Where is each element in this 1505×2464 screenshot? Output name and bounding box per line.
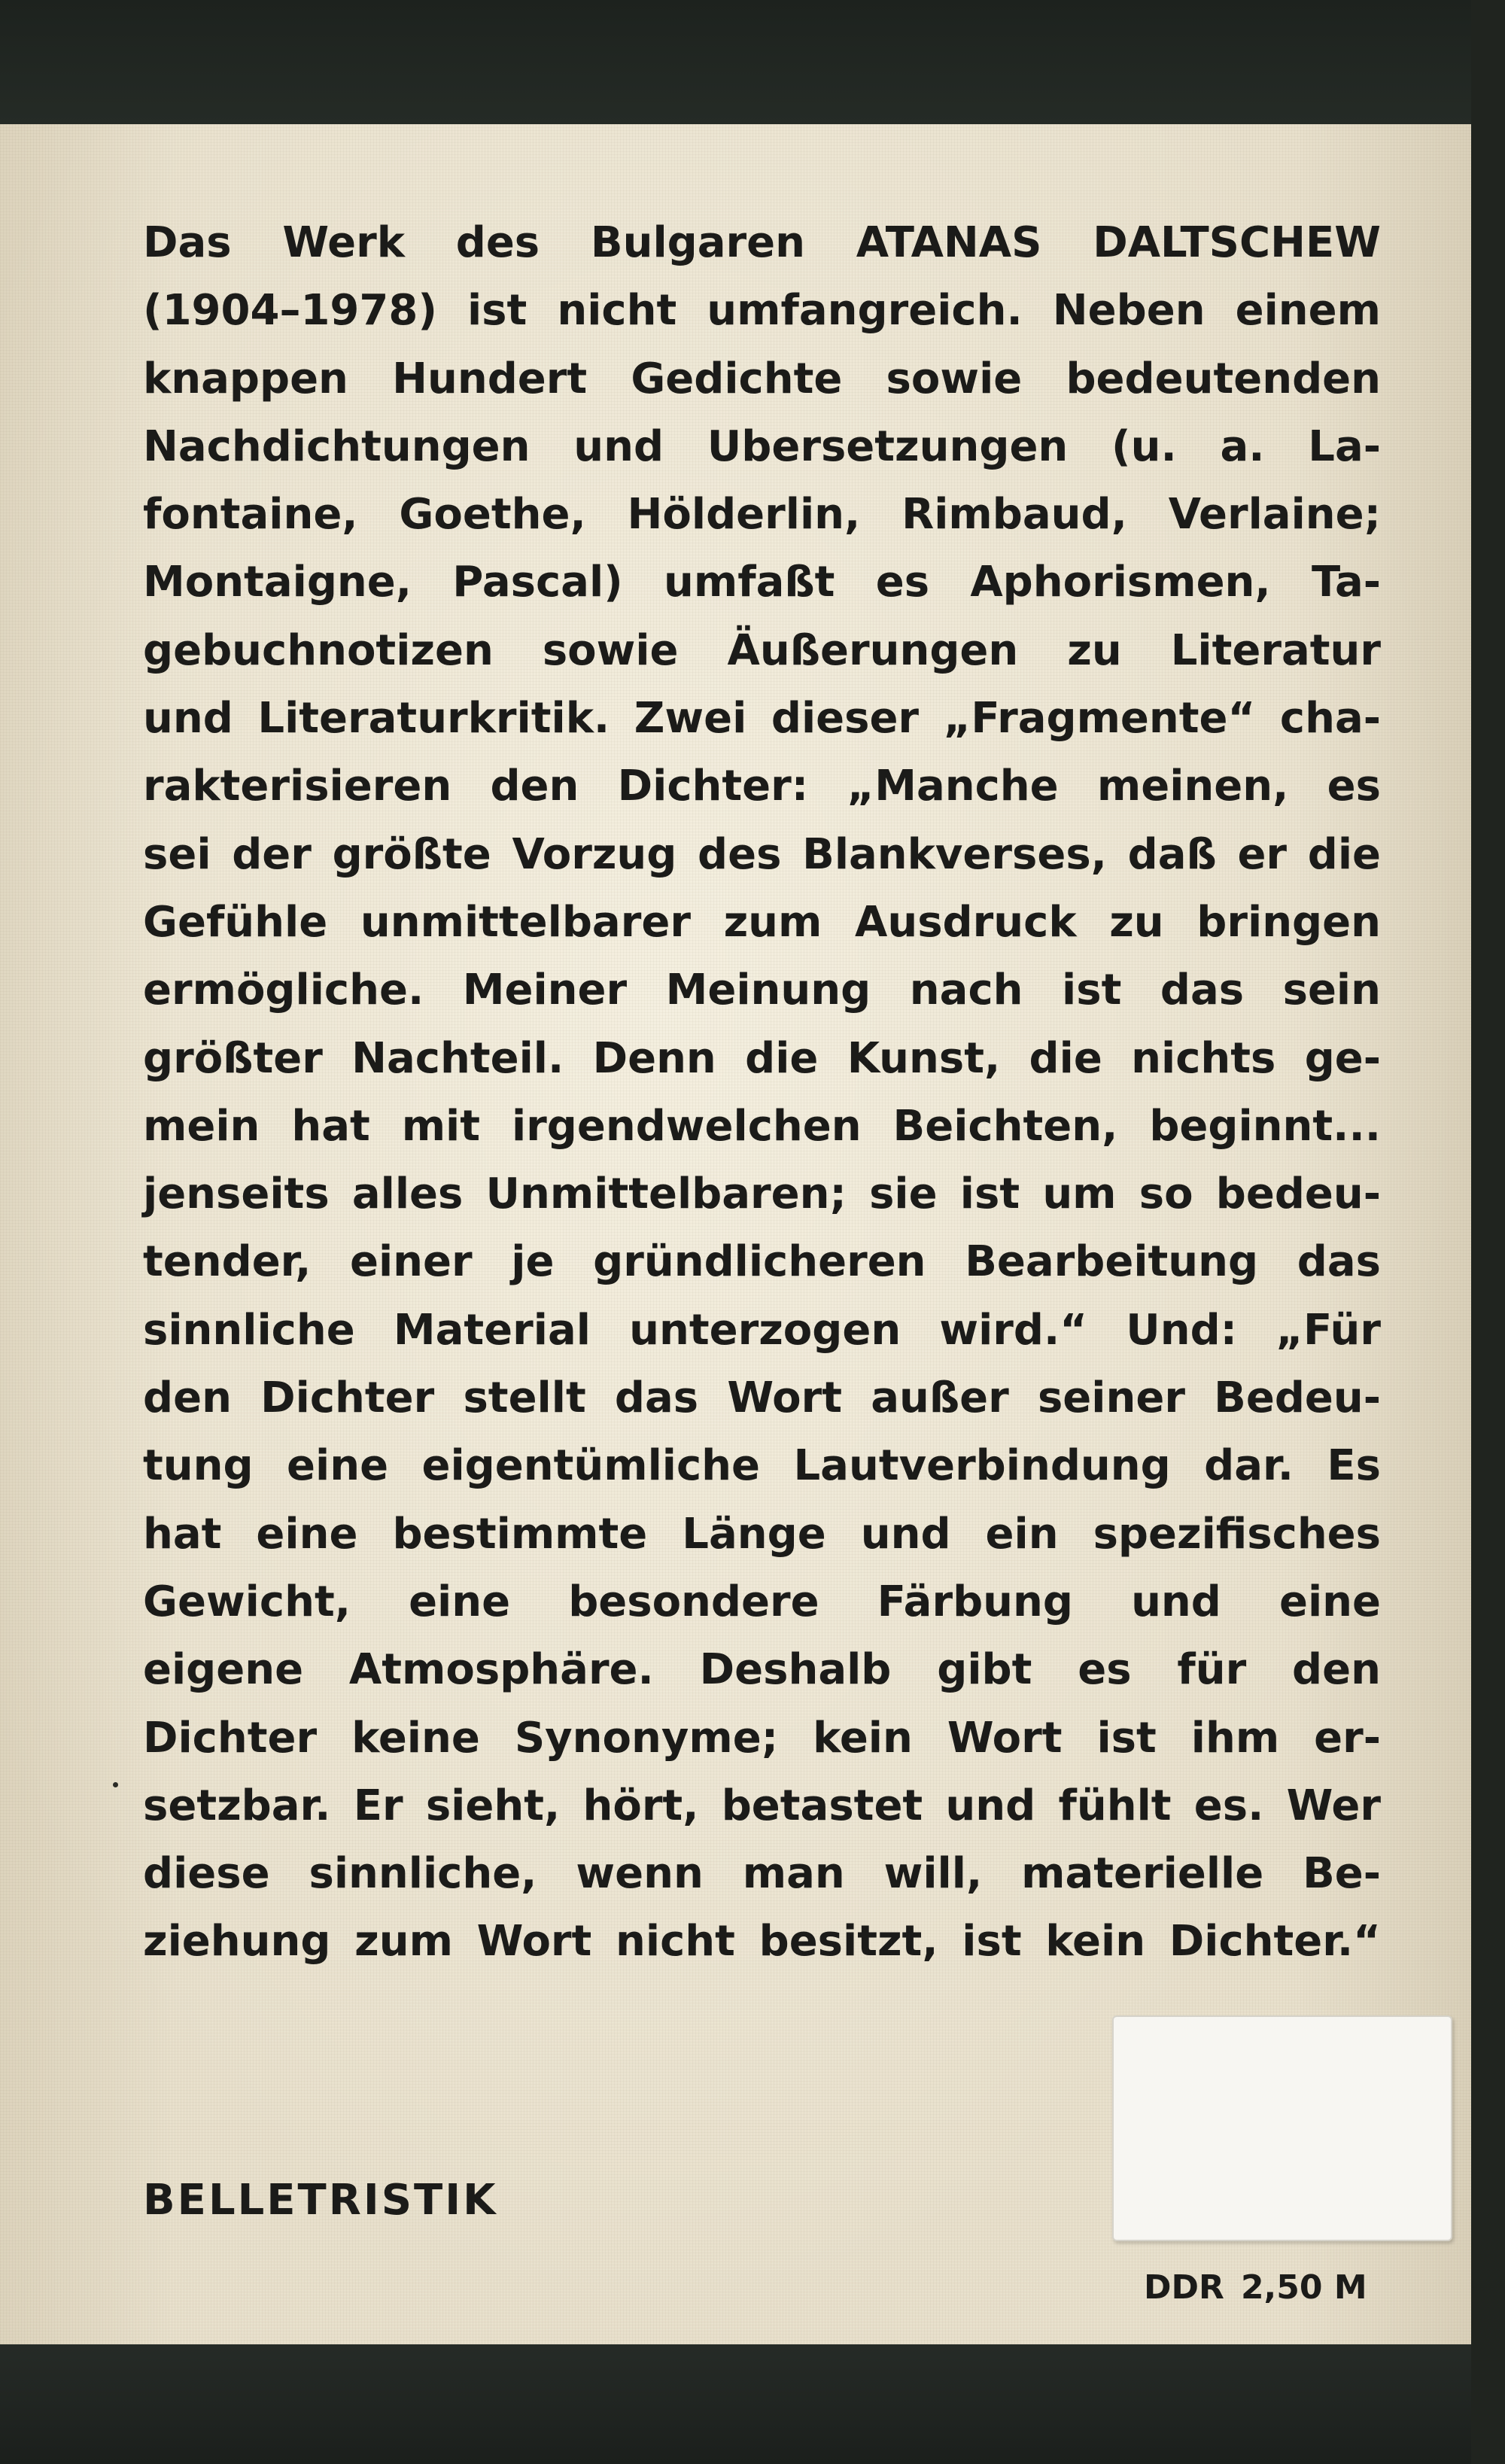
blurb-line: Nachdichtungen und Ubersetzungen (u. a. La- — [143, 421, 1381, 471]
blurb-line: fontaine, Goethe, Hölderlin, Rimbaud, Verlaine; — [143, 490, 1381, 540]
blurb-line: und Literaturkritik. Zwei dieser „Fragmente“ cha- — [143, 694, 1381, 744]
blurb-line: gebuchnotizen sowie Äußerungen zu Literatur — [143, 625, 1381, 675]
blurb-line: hat eine bestimmte Länge und ein spezifisches — [143, 1509, 1381, 1559]
blank-price-sticker — [1112, 2015, 1452, 2241]
blurb-line: setzbar. Er sieht, hört, betastet und fühlt es. Wer — [143, 1781, 1381, 1830]
blurb-line: diese sinnliche, wenn man will, materielle Be- — [143, 1849, 1381, 1899]
blurb-line: eigene Atmosphäre. Deshalb gibt es für den — [143, 1645, 1381, 1695]
blurb-line: tung eine eigentümliche Lautverbindung dar. Es — [143, 1441, 1381, 1491]
blurb-line: mein hat mit irgendwelchen Beichten, beginnt... — [143, 1101, 1381, 1151]
blurb-line: tender, einer je gründlicheren Bearbeitung das — [143, 1237, 1381, 1287]
bottom-dark-band — [0, 2344, 1505, 2464]
print-speck — [113, 1782, 118, 1787]
blurb-line: rakterisieren den Dichter: „Manche meinen, es — [143, 762, 1381, 811]
blurb-line: sinnliche Material unterzogen wird.“ Und: „Für — [143, 1305, 1381, 1355]
blurb-line: ziehung zum Wort nicht besitzt, ist kein Dichter.“ — [143, 1917, 1381, 1967]
blurb-line: Gefühle unmittelbarer zum Ausdruck zu bringen — [143, 897, 1381, 947]
blurb-line: (1904–1978) ist nicht umfangreich. Neben einem — [143, 286, 1381, 336]
blurb-line: ermögliche. Meiner Meinung nach ist das sein — [143, 966, 1381, 1015]
blurb-text — [143, 209, 1381, 1976]
blurb-line: Montaigne, Pascal) umfaßt es Aphorismen, Ta- — [143, 558, 1381, 607]
top-dark-band — [0, 0, 1505, 124]
blurb-line: den Dichter stellt das Wort außer seiner Bedeu- — [143, 1373, 1381, 1423]
blurb-line: Dichter keine Synonyme; kein Wort ist ihm er- — [143, 1713, 1381, 1763]
price-label — [1144, 2268, 1367, 2307]
blurb-line: Gewicht, eine besondere Färbung und eine — [143, 1577, 1381, 1626]
series-label: BELLETRISTIK — [143, 2176, 498, 2225]
blurb-line: knappen Hundert Gedichte sowie bedeutenden — [143, 354, 1381, 403]
blurb-line: Das Werk des Bulgaren ATANAS DALTSCHEW — [143, 218, 1381, 267]
price-amount: 2,50 M — [1240, 2268, 1367, 2307]
blurb-line: sei der größte Vorzug des Blankverses, daß er die — [143, 829, 1381, 879]
blurb-line: jenseits alles Unmittelbaren; sie ist um so bedeu- — [143, 1170, 1381, 1219]
price-country: DDR — [1144, 2268, 1224, 2307]
blurb-line: größter Nachteil. Denn die Kunst, die nichts ge- — [143, 1033, 1381, 1083]
right-dark-edge — [1471, 0, 1505, 2464]
